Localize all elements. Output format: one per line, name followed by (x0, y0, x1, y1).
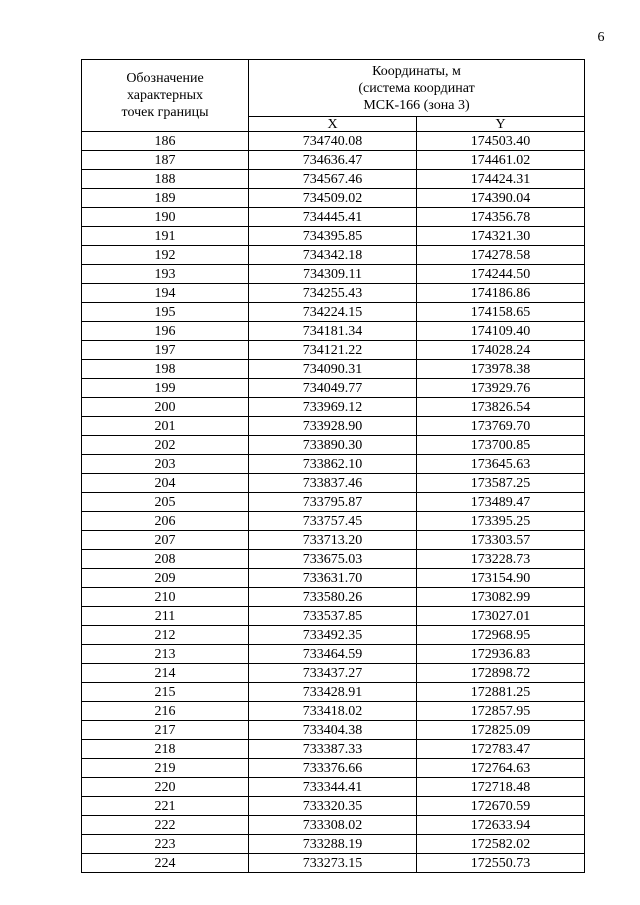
table-row (82, 398, 585, 417)
table-row (82, 322, 585, 341)
point-number-cell: 199 (82, 379, 249, 398)
coord-header-line-2: (система координат (358, 80, 475, 96)
point-designation-header (82, 60, 249, 132)
table-row (82, 417, 585, 436)
table-row (82, 493, 585, 512)
coord-header-line-1: Координаты, м (372, 63, 461, 79)
y-coordinate-cell: 174158.65 (417, 303, 585, 322)
point-number-cell: 213 (82, 645, 249, 664)
y-coordinate-cell: 173303.57 (417, 531, 585, 550)
point-number-cell: 218 (82, 740, 249, 759)
table-row (82, 626, 585, 645)
point-number-cell: 224 (82, 854, 249, 873)
table-row (82, 778, 585, 797)
y-coordinate-cell: 173082.99 (417, 588, 585, 607)
page-number: 6 (597, 30, 605, 45)
table-row (82, 455, 585, 474)
x-coordinate-cell: 733376.66 (249, 759, 417, 778)
table-row (82, 132, 585, 151)
y-coordinate-cell: 173826.54 (417, 398, 585, 417)
x-coordinate-cell: 733537.85 (249, 607, 417, 626)
y-coordinate-cell: 173587.25 (417, 474, 585, 493)
y-coordinate-cell: 172968.95 (417, 626, 585, 645)
y-coordinate-cell: 174503.40 (417, 132, 585, 151)
y-coordinate-cell: 174321.30 (417, 227, 585, 246)
table-row (82, 265, 585, 284)
x-coordinate-cell: 733288.19 (249, 835, 417, 854)
y-coordinate-cell: 174356.78 (417, 208, 585, 227)
y-coordinate-cell: 174244.50 (417, 265, 585, 284)
y-coordinate-cell: 172718.48 (417, 778, 585, 797)
x-coordinate-cell: 733631.70 (249, 569, 417, 588)
table-row (82, 436, 585, 455)
x-coordinate-cell: 734740.08 (249, 132, 417, 151)
coord-header-line-3: МСК-166 (зона 3) (363, 97, 470, 113)
table-row (82, 645, 585, 664)
x-coordinate-cell: 733418.02 (249, 702, 417, 721)
point-number-cell: 219 (82, 759, 249, 778)
x-coordinate-cell: 734636.47 (249, 151, 417, 170)
table-body (82, 132, 585, 873)
point-number-cell: 195 (82, 303, 249, 322)
point-number-cell: 191 (82, 227, 249, 246)
point-number-cell: 220 (82, 778, 249, 797)
table-row (82, 588, 585, 607)
point-number-cell: 193 (82, 265, 249, 284)
table-row (82, 474, 585, 493)
x-coordinate-cell: 733837.46 (249, 474, 417, 493)
y-coordinate-cell: 173645.63 (417, 455, 585, 474)
y-coordinate-cell: 174424.31 (417, 170, 585, 189)
point-number-cell: 216 (82, 702, 249, 721)
point-number-cell: 201 (82, 417, 249, 436)
point-number-cell: 197 (82, 341, 249, 360)
x-column-header: X (249, 117, 417, 132)
x-coordinate-cell: 734224.15 (249, 303, 417, 322)
point-number-cell: 209 (82, 569, 249, 588)
x-coordinate-cell: 733713.20 (249, 531, 417, 550)
point-number-cell: 222 (82, 816, 249, 835)
table-row (82, 702, 585, 721)
x-coordinate-cell: 734342.18 (249, 246, 417, 265)
table-row (82, 512, 585, 531)
y-coordinate-cell: 172582.02 (417, 835, 585, 854)
table-row (82, 683, 585, 702)
point-number-cell: 196 (82, 322, 249, 341)
y-coordinate-cell: 174390.04 (417, 189, 585, 208)
y-coordinate-cell: 173395.25 (417, 512, 585, 531)
point-header-line-3: точек границы (121, 105, 209, 120)
y-coordinate-cell: 174028.24 (417, 341, 585, 360)
y-coordinate-cell: 173929.76 (417, 379, 585, 398)
y-coordinate-cell: 172881.25 (417, 683, 585, 702)
y-coordinate-cell: 173978.38 (417, 360, 585, 379)
table-row (82, 360, 585, 379)
point-header-line-1: Обозначение (126, 71, 204, 86)
point-number-cell: 212 (82, 626, 249, 645)
point-number-cell: 187 (82, 151, 249, 170)
x-coordinate-cell: 733273.15 (249, 854, 417, 873)
point-number-cell: 204 (82, 474, 249, 493)
point-number-cell: 190 (82, 208, 249, 227)
y-coordinate-cell: 173700.85 (417, 436, 585, 455)
y-column-header: Y (417, 117, 585, 132)
x-coordinate-cell: 733675.03 (249, 550, 417, 569)
table-row (82, 854, 585, 873)
table-row (82, 227, 585, 246)
table-row (82, 664, 585, 683)
y-coordinate-cell: 172857.95 (417, 702, 585, 721)
x-coordinate-cell: 733890.30 (249, 436, 417, 455)
y-coordinate-cell: 172764.63 (417, 759, 585, 778)
y-coordinate-cell: 174186.86 (417, 284, 585, 303)
table-row (82, 835, 585, 854)
table-row (82, 740, 585, 759)
point-number-cell: 208 (82, 550, 249, 569)
y-coordinate-cell: 172633.94 (417, 816, 585, 835)
table-row (82, 341, 585, 360)
point-number-cell: 200 (82, 398, 249, 417)
y-coordinate-cell: 172670.59 (417, 797, 585, 816)
y-coordinate-cell: 172936.83 (417, 645, 585, 664)
point-number-cell: 207 (82, 531, 249, 550)
x-coordinate-cell: 734509.02 (249, 189, 417, 208)
point-number-cell: 215 (82, 683, 249, 702)
point-number-cell: 202 (82, 436, 249, 455)
x-coordinate-cell: 734567.46 (249, 170, 417, 189)
y-coordinate-cell: 173769.70 (417, 417, 585, 436)
point-number-cell: 217 (82, 721, 249, 740)
table-row (82, 816, 585, 835)
table-row (82, 379, 585, 398)
table-row (82, 208, 585, 227)
table-row (82, 759, 585, 778)
point-number-cell: 221 (82, 797, 249, 816)
point-header-line-2: характерных (126, 88, 204, 103)
point-number-cell: 206 (82, 512, 249, 531)
x-coordinate-cell: 733969.12 (249, 398, 417, 417)
x-coordinate-cell: 733308.02 (249, 816, 417, 835)
y-coordinate-cell: 172898.72 (417, 664, 585, 683)
x-coordinate-cell: 733387.33 (249, 740, 417, 759)
point-number-cell: 211 (82, 607, 249, 626)
x-coordinate-cell: 733580.26 (249, 588, 417, 607)
table-row (82, 569, 585, 588)
y-coordinate-cell: 173154.90 (417, 569, 585, 588)
x-coordinate-cell: 733320.35 (249, 797, 417, 816)
point-number-cell: 205 (82, 493, 249, 512)
x-coordinate-cell: 733344.41 (249, 778, 417, 797)
table-row (82, 303, 585, 322)
y-coordinate-cell: 172550.73 (417, 854, 585, 873)
table-header (82, 60, 585, 132)
point-number-cell: 198 (82, 360, 249, 379)
x-coordinate-cell: 734445.41 (249, 208, 417, 227)
point-number-cell: 188 (82, 170, 249, 189)
table-row (82, 550, 585, 569)
table-row (82, 531, 585, 550)
x-coordinate-cell: 734309.11 (249, 265, 417, 284)
x-coordinate-cell: 733404.38 (249, 721, 417, 740)
x-coordinate-cell: 734255.43 (249, 284, 417, 303)
y-coordinate-cell: 174278.58 (417, 246, 585, 265)
point-number-cell: 223 (82, 835, 249, 854)
point-number-cell: 214 (82, 664, 249, 683)
point-number-cell: 194 (82, 284, 249, 303)
table-row (82, 607, 585, 626)
coordinates-header (249, 60, 585, 117)
x-coordinate-cell: 733437.27 (249, 664, 417, 683)
x-coordinate-cell: 734121.22 (249, 341, 417, 360)
table-row (82, 189, 585, 208)
y-coordinate-cell: 172783.47 (417, 740, 585, 759)
x-coordinate-cell: 733464.59 (249, 645, 417, 664)
table-row (82, 246, 585, 265)
x-coordinate-cell: 734181.34 (249, 322, 417, 341)
point-number-cell: 210 (82, 588, 249, 607)
x-coordinate-cell: 734049.77 (249, 379, 417, 398)
x-coordinate-cell: 734090.31 (249, 360, 417, 379)
table-row (82, 151, 585, 170)
table-row (82, 284, 585, 303)
x-coordinate-cell: 733428.91 (249, 683, 417, 702)
x-coordinate-cell: 733795.87 (249, 493, 417, 512)
coordinates-table (81, 59, 585, 873)
x-coordinate-cell: 733492.35 (249, 626, 417, 645)
y-coordinate-cell: 172825.09 (417, 721, 585, 740)
table-row (82, 170, 585, 189)
point-number-cell: 192 (82, 246, 249, 265)
x-coordinate-cell: 733928.90 (249, 417, 417, 436)
y-coordinate-cell: 173228.73 (417, 550, 585, 569)
y-coordinate-cell: 174461.02 (417, 151, 585, 170)
x-coordinate-cell: 733757.45 (249, 512, 417, 531)
point-number-cell: 189 (82, 189, 249, 208)
table-row (82, 797, 585, 816)
x-coordinate-cell: 733862.10 (249, 455, 417, 474)
x-coordinate-cell: 734395.85 (249, 227, 417, 246)
y-coordinate-cell: 173027.01 (417, 607, 585, 626)
point-number-cell: 203 (82, 455, 249, 474)
point-number-cell: 186 (82, 132, 249, 151)
table-row (82, 721, 585, 740)
y-coordinate-cell: 173489.47 (417, 493, 585, 512)
y-coordinate-cell: 174109.40 (417, 322, 585, 341)
